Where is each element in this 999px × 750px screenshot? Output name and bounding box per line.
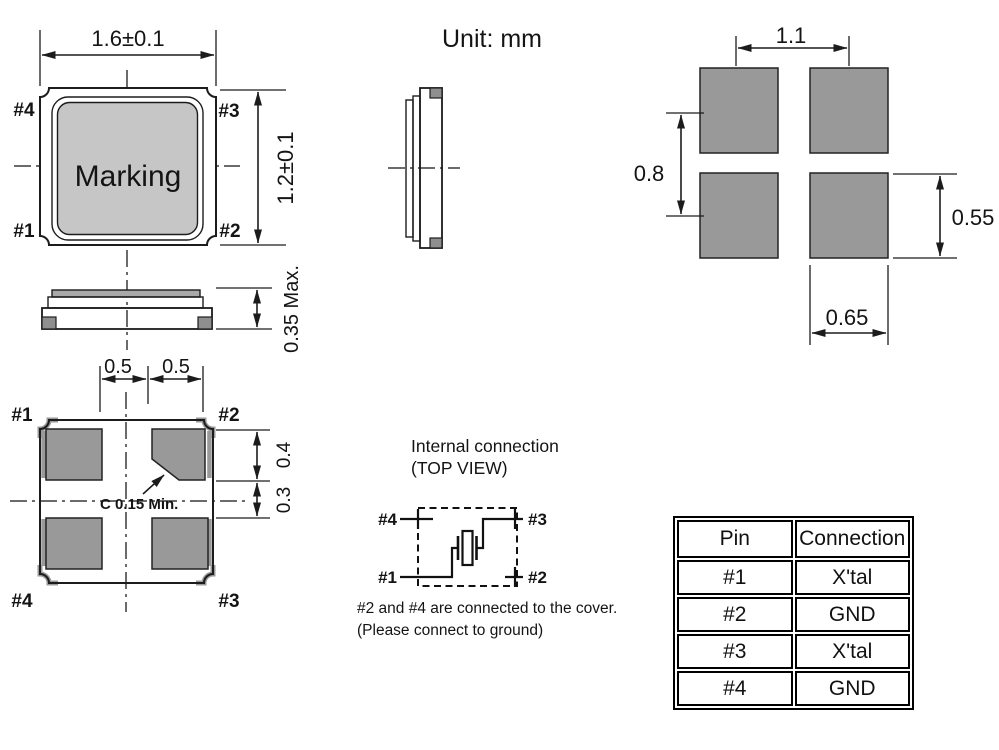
table-header-row — [677, 520, 910, 558]
internal-connection-diagram — [357, 436, 617, 639]
bottom-terminal — [430, 238, 442, 248]
dim-pitch-y-value: 0.8 — [633, 161, 665, 186]
top-view-pin2-label: #2 — [219, 221, 241, 242]
bottom-view-pin1-label: #1 — [11, 405, 33, 426]
connection-cell: X'tal — [795, 634, 911, 669]
dim-land-pad-width-value: 0.65 — [825, 305, 869, 330]
top-terminal — [430, 88, 442, 98]
thickness-dimension-value: 0.35 Max. — [281, 265, 303, 353]
package-side-view — [42, 265, 303, 353]
connection-cell: GND — [795, 597, 911, 632]
edge-metallization — [41, 519, 46, 566]
land-pad-top-left — [700, 68, 778, 153]
table-row — [677, 560, 910, 595]
edge-metallization — [41, 431, 46, 478]
bottom-view-pin3-label: #3 — [218, 591, 240, 612]
lid-strip — [52, 290, 200, 297]
ic-pin1-label: #1 — [378, 568, 397, 587]
bottom-view-pin2-label: #2 — [218, 405, 240, 426]
recommended-land-pattern — [634, 23, 995, 345]
chamfer-note-label: C 0.15 Min. — [100, 496, 179, 513]
pin-column-header: Pin — [677, 520, 793, 558]
pad-2-chamfered — [152, 429, 205, 480]
pad-3 — [152, 518, 208, 569]
package-top-view — [13, 26, 298, 350]
table-row — [677, 671, 910, 706]
top-view-pin1-label: #1 — [13, 221, 35, 242]
dim-pad-gap-value: 0.3 — [274, 486, 295, 514]
cover-ground-note-line2: (Please connect to ground) — [357, 622, 544, 639]
right-terminal — [198, 317, 212, 329]
cover-profile — [48, 297, 203, 308]
height-dimension-value: 1.2±0.1 — [273, 131, 298, 205]
pin-connection-table — [673, 516, 914, 710]
internal-connection-title: Internal connection — [411, 436, 559, 456]
pin1-trace — [400, 548, 458, 577]
left-terminal — [42, 317, 56, 329]
top-view-pin3-label: #3 — [218, 101, 240, 122]
pad-4 — [46, 518, 102, 569]
pin-cell: #4 — [677, 671, 793, 706]
ic-pin4-label: #4 — [378, 510, 397, 529]
dim-pitch-x-value: 1.1 — [775, 23, 807, 48]
connection-column-header: Connection — [795, 520, 911, 558]
marking-label: Marking — [74, 160, 182, 193]
land-pad-bottom-left — [700, 173, 778, 258]
ic-pin3-label: #3 — [528, 510, 547, 529]
pad-1 — [46, 429, 102, 480]
pin-cell: #3 — [677, 634, 793, 669]
crystal-element — [463, 531, 473, 565]
unit-label: Unit: mm — [442, 25, 542, 53]
land-pad-bottom-right — [810, 173, 888, 258]
cover-ground-note-line1: #2 and #4 are connected to the cover. — [357, 600, 618, 617]
dim-land-pad-height-value: 0.55 — [951, 205, 995, 230]
dim-left-half-value: 0.5 — [104, 356, 132, 378]
land-pad-top-right — [810, 68, 888, 153]
pin-cell: #2 — [677, 597, 793, 632]
width-dimension-value: 1.6±0.1 — [91, 26, 165, 51]
connection-cell: X'tal — [795, 560, 911, 595]
table-row — [677, 597, 910, 632]
package-bottom-view — [10, 356, 295, 612]
table-row — [677, 634, 910, 669]
chamfer-leader-arrow — [143, 475, 164, 494]
pin-cell: #1 — [677, 560, 793, 595]
package-left-profile-view — [388, 88, 460, 248]
dim-pad-height-value: 0.4 — [274, 441, 295, 469]
top-view-pin4-label: #4 — [13, 100, 35, 121]
edge-metallization — [207, 431, 212, 478]
dim-right-half-value: 0.5 — [162, 356, 190, 378]
bottom-view-pin4-label: #4 — [11, 591, 33, 612]
ic-pin2-label: #2 — [528, 568, 547, 587]
connection-cell: GND — [795, 671, 911, 706]
internal-connection-subtitle: (TOP VIEW) — [411, 458, 508, 478]
